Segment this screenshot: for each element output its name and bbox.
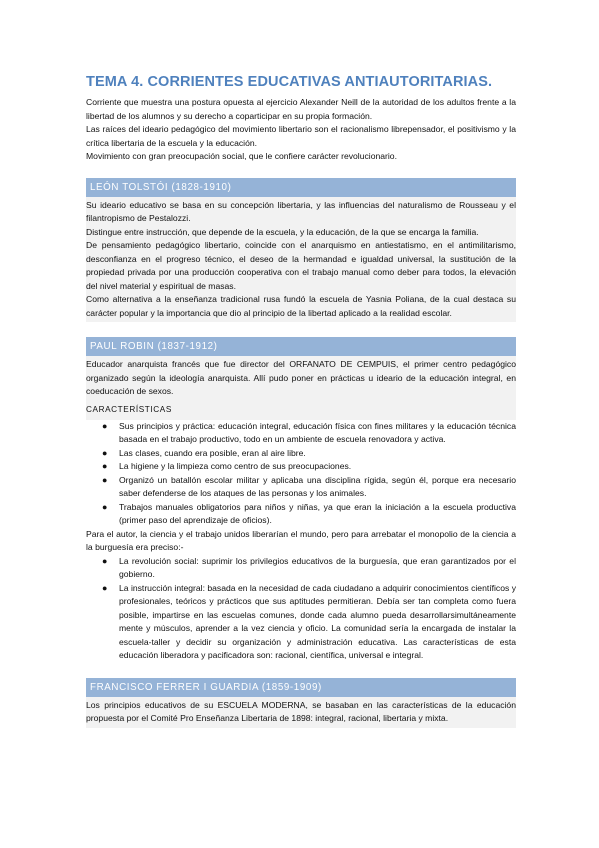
ferrer-paragraph: Los principios educativos de su ESCUELA MODERNA, se basaban en las características de la educación propuesta por el Comité Pro Enseñanza Libertaria de 1898: integral, racional, libertaria y mixta. (86, 699, 516, 723)
section-tolstoi (86, 197, 516, 323)
list-item (86, 501, 516, 528)
intro-block (86, 96, 516, 164)
list-item (86, 474, 516, 501)
page-title: TEMA 4. CORRIENTES EDUCATIVAS ANTIAUTORITARIAS. (86, 74, 493, 90)
list-item-text: La revolución social: suprimir los privilegios educativos de la burguesía, que eran garantizados por el gobierno. (119, 555, 516, 579)
robin-bridge-paragraph: Para el autor, la ciencia y el trabajo unidos liberarían el mundo, pero para arrebatar el monopolio de la ciencia a la burguesía era preciso:- (86, 528, 516, 552)
robin-requirements-list (86, 555, 516, 663)
list-item-text: Trabajos manuales obligatorios para niños y niñas, ya que eran la iniciación a la escuela productiva (primer paso del aprendizaje de oficios). (119, 501, 516, 525)
section-heading-robin: PAUL ROBIN (1837-1912) (86, 337, 516, 356)
list-item-text: La instrucción integral: basada en la necesidad de cada ciudadano a adquirir conocimientos científicos y profesionales, teóricos y prácticos que sus aptitudes permitieran. Debía ser tan completa como fuera posible, impartirse en las escuelas comunes, donde cada alumno pueda desarrollarsimultáneamente mente y músculos, aprender a la vez ciencia y oficio. La comunidad sería la encargada de instalar la escuela-taller y decidir su organización y administración educativa. Las características de esta educación liberadora y pacificadora son: racional, científica, universal e integral. (119, 582, 516, 660)
list-item-text: Sus principios y práctica: educación integral, educación física con fines militares y la educación técnica basada en el trabajo productivo, todo en un ambiente de escuela renovadora y activa. (119, 420, 516, 444)
bullet-icon: ● (102, 474, 108, 485)
robin-subheading: CARACTERÍSTICAS (86, 404, 172, 414)
tolstoi-paragraph-3: De pensamiento pedagógico libertario, coincide con el anarquismo en antiestatismo, en el antimilitarismo, desconfianza en el progreso técnico, el deseo de la hermandad e igualdad universal, la sustitución de la propiedad privada por una producción cooperativa con el trabajo manual como deber para todos, la elevación del nivel material y espiritual de masas. (86, 240, 516, 291)
robin-characteristics-list (86, 420, 516, 528)
tolstoi-paragraph-1: Su ideario educativo se basa en su concepción libertaria, y las influencias del naturalismo de Rousseau y el filantropismo de Pestalozzi. (86, 199, 516, 223)
bullet-icon: ● (102, 461, 108, 471)
list-item-text: La higiene y la limpieza como centro de sus preocupaciones. (119, 461, 352, 471)
tolstoi-paragraph-4: Como alternativa a la enseñanza tradicional rusa fundó la escuela de Yasnia Poliana, de la cual destaca su carácter popular y la importancia que dio al principio de la libertad aplicado a la realidad escolar. (86, 294, 516, 318)
list-item (86, 420, 516, 447)
bullet-icon: ● (102, 447, 108, 458)
list-item (86, 582, 516, 663)
bullet-icon: ● (102, 420, 108, 431)
list-item-text: Organizó un batallón escolar militar y aplicaba una disciplina rígida, según él, porque era necesario saber defenderse de los ataques de las personas y los animales. (119, 474, 516, 498)
content-column (86, 74, 516, 728)
bullet-icon: ● (102, 501, 108, 512)
intro-paragraph-2: Las raíces del ideario pedagógico del movimiento libertario son el racionalismo librepensador, el positivismo y la crítica libertaria de la escuela y la educación. (86, 124, 516, 148)
intro-paragraph-1: Corriente que muestra una postura opuesta al ejercicio Alexander Neill de la autoridad de los adultos frente a la libertad de los alumnos y su derecho a coparticipar en su propia formación. (86, 97, 516, 121)
section-heading-ferrer: FRANCISCO FERRER I GUARDIA (1859-1909) (86, 678, 516, 697)
list-item (86, 460, 516, 474)
bullet-icon: ● (102, 582, 108, 593)
intro-paragraph-3: Movimiento con gran preocupación social, que le confiere carácter revolucionario. (86, 151, 397, 161)
list-item (86, 555, 516, 582)
list-item-text: Las clases, cuando era posible, eran al aire libre. (119, 447, 306, 458)
bullet-icon: ● (102, 555, 108, 566)
list-item (86, 447, 516, 461)
section-ferrer (86, 697, 516, 728)
robin-intro: Educador anarquista francés que fue director del ORFANATO DE CEMPUIS, el primer centro pedagógico organizado según la ideología anarquista. Allí pudo poner en prácticas u ideario de la educación integral, en coeducación de sexos. (86, 359, 516, 396)
section-heading-tolstoi: LEÓN TOLSTÓI (1828-1910) (86, 178, 516, 197)
section-robin (86, 356, 516, 420)
tolstoi-paragraph-2: Distingue entre instrucción, que depende de la escuela, y la educación, de la que se encarga la familia. (86, 226, 479, 237)
